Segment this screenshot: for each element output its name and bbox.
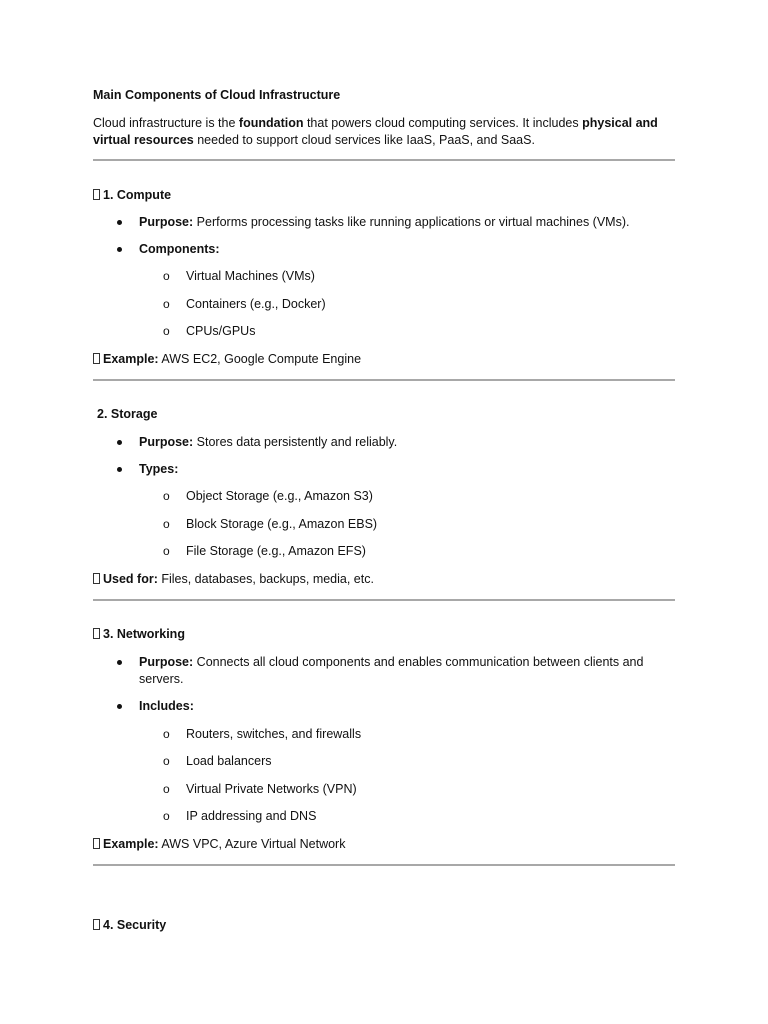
list-item: IP addressing and DNS [186,809,317,823]
storage-types-label: Types: [139,462,179,476]
networking-includes-label: Includes: [139,699,194,713]
missing-glyph-icon [93,573,100,584]
divider [93,864,675,866]
intro-text-2: that powers cloud computing services. It includes [303,116,583,130]
networking-example [93,836,345,853]
sub-bullet-marker: o [163,489,170,503]
example-label: Example: [103,837,159,851]
used-for-label: Used for: [103,572,158,586]
storage-used-for [93,571,374,588]
intro-bold-physical: physical and [582,116,658,130]
intro-line-1 [93,115,658,132]
compute-heading [93,187,171,204]
list-item: Block Storage (e.g., Amazon EBS) [186,517,378,531]
intro-bold-foundation: foundation [238,116,304,130]
list-item: Object Storage (e.g., Amazon S3) [186,489,373,503]
compute-example [93,351,361,368]
bullet-icon [117,660,122,665]
sub-bullet-marker: o [163,782,170,796]
networking-purpose-line-2: servers. [139,672,184,686]
sub-bullet-marker: o [163,754,170,768]
storage-heading: 2. Storage [97,407,158,421]
missing-glyph-icon [93,838,100,849]
list-item: Routers, switches, and firewalls [186,727,362,741]
compute-purpose [139,214,629,231]
bullet-icon [117,247,122,252]
missing-glyph-icon [93,919,100,930]
list-item: Virtual Machines (VMs) [186,269,315,283]
storage-purpose [139,434,397,451]
networking-heading-text: 3. Networking [103,627,185,641]
list-item: File Storage (e.g., Amazon EFS) [186,544,366,558]
intro-bold-virtual: virtual resources [93,133,194,147]
list-item: Virtual Private Networks (VPN) [186,782,357,796]
sub-bullet-marker: o [163,324,170,338]
divider [93,599,675,601]
divider [93,379,675,381]
compute-components-label: Components: [139,242,220,256]
list-item: Load balancers [186,754,272,768]
missing-glyph-icon [93,189,100,200]
intro-text-1: Cloud infrastructure is the [93,116,239,130]
compute-heading-text: 1. Compute [103,188,172,202]
used-for-text: Files, databases, backups, media, etc. [157,572,374,586]
missing-glyph-icon [93,353,100,364]
example-label: Example: [103,352,159,366]
missing-glyph-icon [93,628,100,639]
purpose-label: Purpose: [139,435,194,449]
networking-heading [93,626,185,643]
sub-bullet-marker: o [163,544,170,558]
bullet-icon [117,440,122,445]
purpose-label: Purpose: [139,655,194,669]
sub-bullet-marker: o [163,809,170,823]
purpose-text: Connects all cloud components and enables communication between clients and [193,655,644,669]
bullet-icon [117,704,122,709]
security-heading-text: 4. Security [103,918,167,932]
purpose-label: Purpose: [139,215,194,229]
security-heading [93,917,166,934]
intro-line-2 [93,132,535,149]
example-text: AWS VPC, Azure Virtual Network [158,837,346,851]
divider [93,159,675,161]
purpose-text: Performs processing tasks like running applications or virtual machines (VMs). [193,215,630,229]
sub-bullet-marker: o [163,269,170,283]
bullet-icon [117,220,122,225]
sub-bullet-marker: o [163,727,170,741]
sub-bullet-marker: o [163,297,170,311]
purpose-text: Stores data persistently and reliably. [193,435,398,449]
list-item: Containers (e.g., Docker) [186,297,326,311]
bullet-icon [117,467,122,472]
example-text: AWS EC2, Google Compute Engine [158,352,362,366]
networking-purpose-line-1 [139,654,643,671]
intro-text-3: needed to support cloud services like IaaS, PaaS, and SaaS. [193,133,535,147]
document-title: Main Components of Cloud Infrastructure [93,88,341,102]
sub-bullet-marker: o [163,517,170,531]
list-item: CPUs/GPUs [186,324,256,338]
